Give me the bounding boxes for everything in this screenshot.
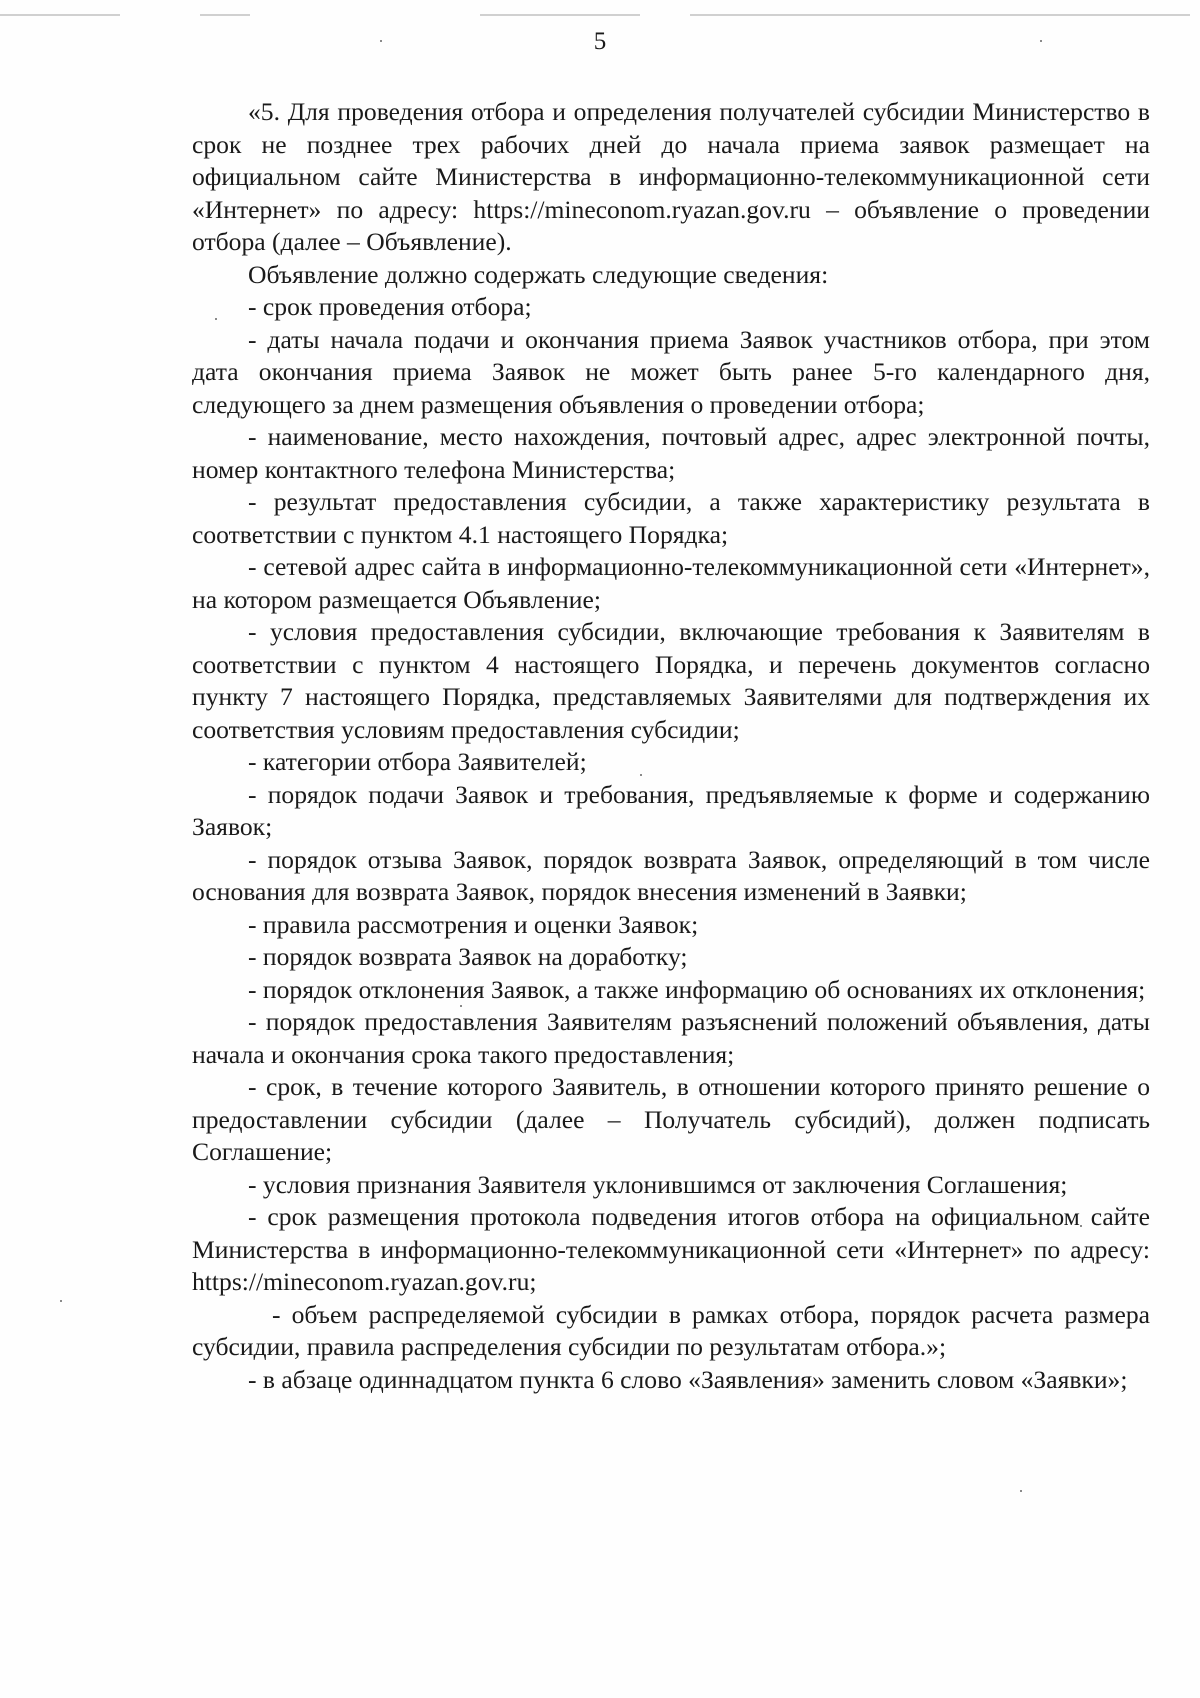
scan-artifact <box>0 14 120 16</box>
list-item: - категории отбора Заявителей; <box>248 747 587 776</box>
list-item: - наименование, место нахождения, почтовый адрес, адрес электронной почты, номер контактного телефона Министерства; <box>192 422 1150 484</box>
list-item: - порядок предоставления Заявителям разъяснений положений объявления, даты начала и окончания срока такого предоставления; <box>192 1007 1150 1069</box>
paragraph-announcement-intro: Объявление должно содержать следующие сведения: <box>248 259 829 289</box>
paragraph-announcement-clause: «5. Для проведения отбора и определения получателей субсидии Министерство в срок не позднее трех рабочих дней до начала приема заявок размещает на официальном сайте Министерства в информационно-телекоммуникационной сети «Интернет» по адресу: https://mineconom.ryazan.gov.ru – объявление о проведении отбора (далее – Объявление). <box>192 97 1150 256</box>
list-item: - порядок подачи Заявок и требования, предъявляемые к форме и содержанию Заявок; <box>192 779 1150 841</box>
scan-artifact <box>480 14 640 16</box>
list-item: - порядок возврата Заявок на доработку; <box>248 942 688 971</box>
scan-artifact <box>690 14 1190 16</box>
document-body <box>192 96 1150 1396</box>
list-item: - срок, в течение которого Заявитель, в отношении которого принято решение о предоставлении субсидии (далее – Получатель субсидий), должен подписать Соглашение; <box>192 1072 1150 1166</box>
scan-artifact <box>200 14 250 16</box>
page-number: 5 <box>593 28 607 55</box>
list-item: - объем распределяемой субсидии в рамках отбора, порядок расчета размера субсидии, правила распределения субсидии по результатам отбора.»; <box>192 1299 1150 1361</box>
list-item: - сетевой адрес сайта в информационно-телекоммуникационной сети «Интернет», на котором размещается Объявление; <box>192 552 1150 614</box>
list-item: - срок размещения протокола подведения итогов отбора на официальном сайте Министерства в информационно-телекоммуникационной сети «Интернет» по адресу: https://mineconom.ryazan.gov.ru; <box>192 1202 1150 1296</box>
list-item: - условия предоставления субсидии, включающие требования к Заявителям в соответствии с пунктом 4 настоящего Порядка, и перечень документов согласно пункту 7 настоящего Порядка, представляемых Заявителями для подтверждения их соответствия условиям предоставления субсидии; <box>192 617 1150 744</box>
list-item: - даты начала подачи и окончания приема Заявок участников отбора, при этом дата окончания приема Заявок не может быть ранее 5-го календарного дня, следующего за днем размещения объявления о проведении отбора; <box>192 324 1150 419</box>
list-item: - результат предоставления субсидии, а также характеристику результата в соответствии с пунктом 4.1 настоящего Порядка; <box>192 487 1150 549</box>
amendment-item: - в абзаце одиннадцатом пункта 6 слово «Заявления» заменить словом «Заявки»; <box>248 1364 1128 1394</box>
list-item: - условия признания Заявителя уклонившимся от заключения Соглашения; <box>248 1169 1068 1199</box>
list-item: - срок проведения отбора; <box>248 292 532 321</box>
list-item: - порядок отклонения Заявок, а также информацию об основаниях их отклонения; <box>248 974 1146 1004</box>
list-item: - правила рассмотрения и оценки Заявок; <box>248 909 699 939</box>
list-item: - порядок отзыва Заявок, порядок возврата Заявок, определяющий в том числе основания для возврата Заявок, порядок внесения изменений в Заявки; <box>192 844 1150 906</box>
